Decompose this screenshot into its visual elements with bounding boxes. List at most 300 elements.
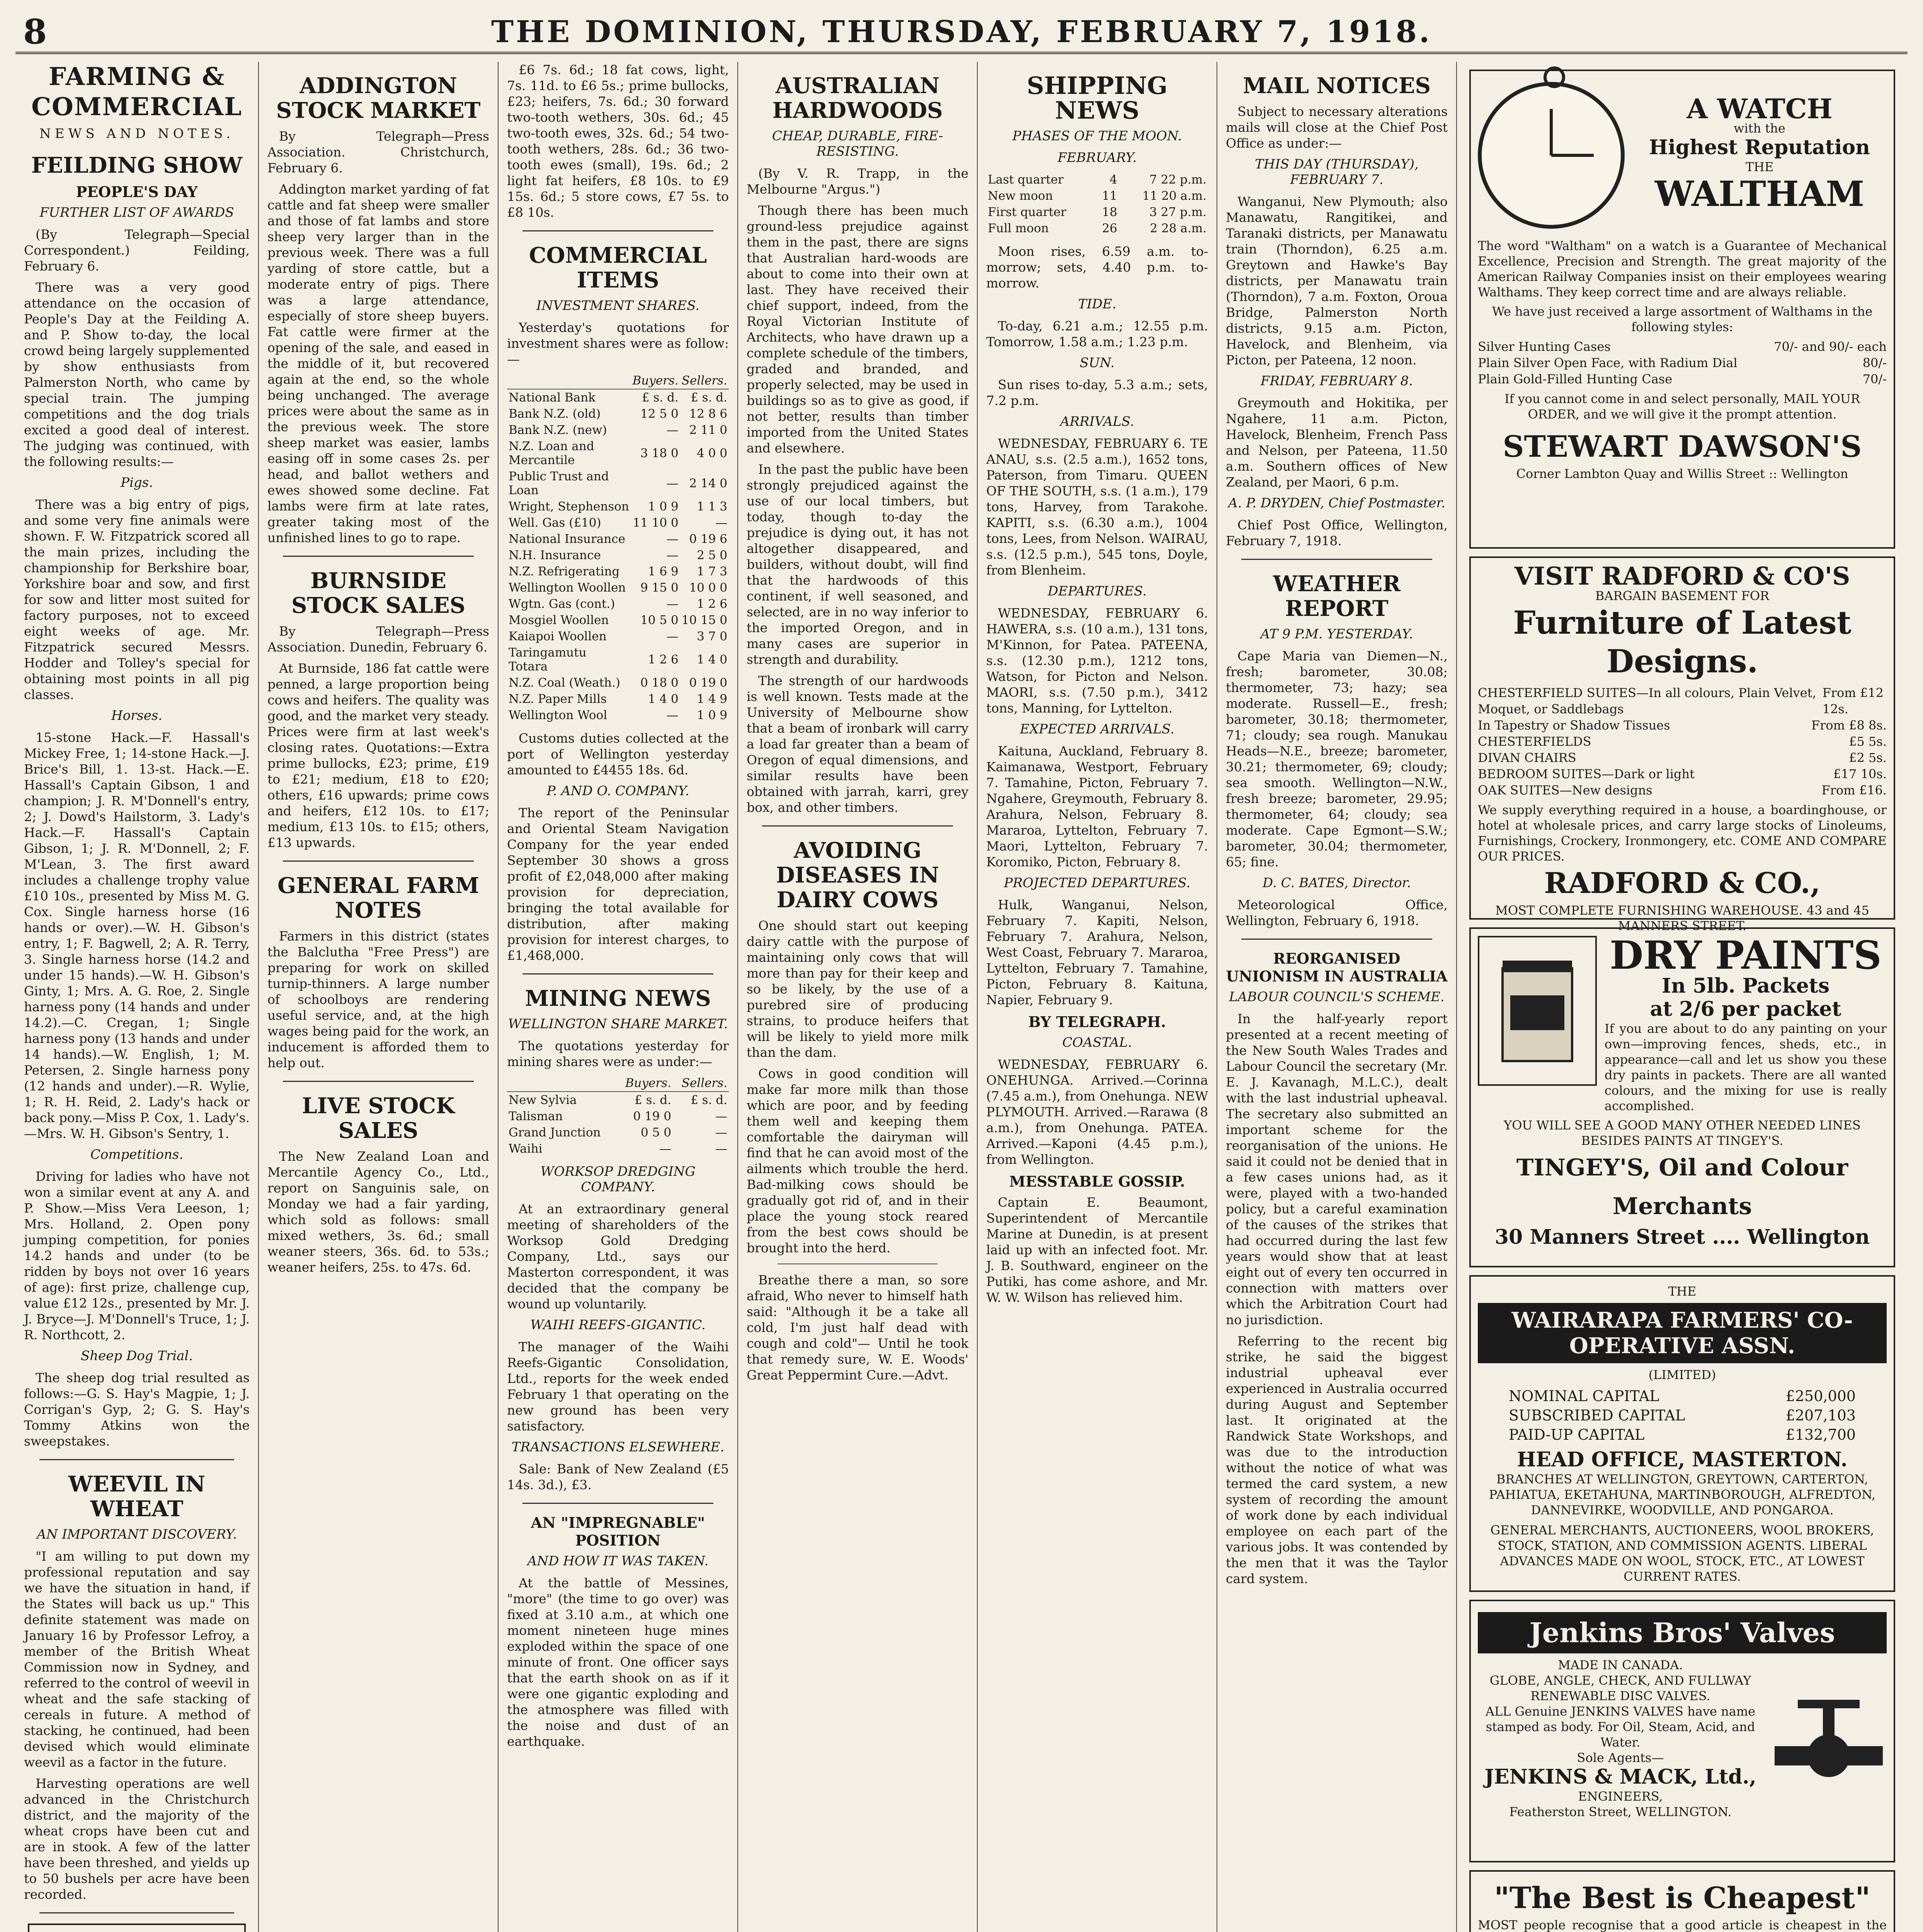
paragraph: Customs duties collected at the port of Wellington yesterday amounted to £4455 18s. 6d.	[507, 731, 729, 777]
table-cell: Wgtn. Gas (cont.)	[509, 597, 615, 611]
table-row	[507, 645, 729, 675]
table-cell: 9 15 0	[640, 581, 679, 595]
article-subtitle: AT 9 P.M. YESTERDAY.	[1260, 626, 1413, 642]
wairarapa-farmers-ad	[1469, 1275, 1895, 1592]
ad-text: BARGAIN BASEMENT FOR	[1595, 588, 1770, 603]
table-cell: 3 27 p.m.	[1149, 205, 1207, 219]
table-cell: Grand Junction	[509, 1126, 601, 1139]
table-cell: —	[715, 1126, 727, 1139]
newspaper-title: THE DOMINION, THURSDAY, FEBRUARY 7, 1918.	[491, 14, 1432, 49]
paragraph: Kaituna, Auckland, February 8. Kaimanawa, Westport, February 7. Tamahine, Picton, February 7. Ngahere, Greymouth, February 8. Arahura, Nelson, February 8. Mararoa, Lyttelton, February 7. Maori, Lyttelton, February 7. Koromiko, Picton, February 8.	[986, 743, 1208, 869]
column-header	[507, 1075, 616, 1092]
ad-text: THE	[1668, 1284, 1697, 1299]
table-cell: —	[715, 1109, 727, 1123]
table-cell: —	[659, 1142, 671, 1156]
item-name: PAID-UP CAPITAL	[1509, 1426, 1645, 1443]
ad-address: MOST COMPLETE FURNISHING WAREHOUSE. 43 and 45 MANNERS STREET.	[1495, 903, 1869, 933]
divider	[522, 1503, 713, 1504]
table-cell: N.Z. Loan and Mercantile	[509, 439, 594, 467]
table-row	[507, 1124, 729, 1141]
paragraph: In the half-yearly report presented at a recent meeting of the New South Wales Trades and Labour Council the secretary (Mr. E. J. Kavanagh, M.L.C.), dealt with the last industrial upheaval. The secretary also submitted an important scheme for the reorganisation of the unions. He said it could not be denied that in a few cases unions had, as it were, played with a two-handed policy, but a careful examination of the causes of the strikes that had occurred during the last few years would show that at least eight out of every ten occurred in connection with matters over which the Arbitration Court had no jurisdiction.	[1226, 1011, 1448, 1327]
list-item	[1478, 685, 1887, 717]
table-cell: 4 0 0	[697, 446, 727, 460]
list-item	[1478, 782, 1887, 798]
table-cell: 1 2 6	[697, 597, 727, 611]
table-cell: 1 0 9	[648, 500, 679, 514]
table-cell: 3 18 0	[640, 446, 679, 460]
article-subtitle: LABOUR COUNCIL'S SCHEME.	[1229, 989, 1445, 1005]
table-cell: New Sylvia	[509, 1093, 577, 1107]
table-row	[507, 389, 729, 406]
item-value: £132,700	[1785, 1426, 1856, 1443]
paragraph: Meteorological Office, Wellington, February 6, 1918.	[1226, 897, 1448, 928]
ad-text: In 5lb. Packets	[1661, 974, 1830, 998]
paragraph: There was a big entry of pigs, and some very fine animals were shown. F. W. Fitzpatrick scored all the main prizes, including the championship for Berkshire boar, Yorkshire boar and sow, and first for sow and litter most suited for factory purposes, not to exceed eight weeks of age. Mr. Fitzpatrick secured Messrs. Hodder and Tolley's special for obtaining most points in all pig classes.	[24, 497, 250, 702]
section-header: FARMING & COMMERCIAL	[31, 62, 242, 121]
section-heading: TRANSACTIONS ELSEWHERE.	[511, 1439, 725, 1455]
article-title-weevil: WEEVIL IN WHEAT	[68, 1471, 206, 1522]
article-title-impregnable: AN "IMPREGNABLE" POSITION	[531, 1514, 705, 1549]
divider	[283, 861, 474, 862]
list-item	[1509, 1406, 1856, 1425]
paragraph: The New Zealand Loan and Mercantile Agency Co., Ltd., report on Sanguinis sale, on Monday we had a fair yarding, which sold as follows: small mixed wethers, 3s. 6d.; small weaner steers, 36s. 6d. to 53s.; weaner heifers, 25s. to 47s. 6d.	[267, 1149, 489, 1275]
jenkins-valves-ad	[1469, 1600, 1895, 1862]
ad-headline: WAIRARAPA FARMERS' CO-OPERATIVE ASSN.	[1478, 1303, 1887, 1363]
ad-brand: STEWART DAWSON'S	[1503, 429, 1862, 464]
item-name: In Tapestry or Shadow Tissues	[1478, 718, 1670, 733]
article-subtitle: AND HOW IT WAS TAKEN.	[527, 1553, 709, 1569]
campbell-groceries-ad	[1469, 1870, 1895, 1932]
valve-icon	[1771, 1692, 1887, 1785]
item-value: £5 5s.	[1849, 734, 1887, 749]
table-row	[986, 188, 1208, 204]
section-heading: MESSTABLE GOSSIP.	[1009, 1173, 1185, 1190]
radford-furniture-ad	[1469, 556, 1895, 933]
paragraph: Greymouth and Hokitika, per Ngahere, 11 a.m. Picton, Havelock, Blenheim, French Pass and Nelson, per Pateena, 11.50 a.m. Southern offices of New Zealand, per Maori, 6 p.m.	[1226, 395, 1448, 490]
item-name: CHESTERFIELD SUITES—In all colours, Plain Velvet, Moquet, or Saddlebags	[1478, 685, 1816, 716]
ad-headline: Furniture of Latest Designs.	[1513, 604, 1852, 680]
moon-phases-table	[986, 172, 1208, 236]
table-cell: Public Trust and Loan	[509, 469, 609, 497]
ad-text: If you cannot come in and select personally, MAIL YOUR ORDER, and we will give it the prompt attention.	[1504, 391, 1860, 422]
divider	[1241, 559, 1432, 560]
divider	[522, 973, 713, 975]
table-cell: Taringamutu Totara	[509, 646, 587, 673]
column-3	[499, 62, 738, 1932]
table-row	[507, 1092, 729, 1108]
article-subtitle: AN IMPORTANT DISCOVERY.	[37, 1527, 237, 1542]
column-5	[978, 62, 1217, 1932]
item-value: £2 5s.	[1849, 750, 1887, 765]
byline: By Telegraph—Press Association. Dunedin, February 6.	[267, 624, 489, 655]
item-value: £250,000	[1785, 1388, 1856, 1405]
table-cell: 12 5 0	[640, 407, 679, 421]
ad-address: Corner Lambton Quay and Willis Street :: Wellington	[1516, 466, 1848, 481]
paragraph: The report of the Peninsular and Oriental Steam Navigation Company for the year ended September 30 shows a gross profit of £2,048,000 after making provision for depreciation, bringing the total available for distribution, after making provision for interest charges, to £1,468,000.	[507, 805, 729, 963]
column-header: Sellers.	[673, 1075, 729, 1092]
table-cell: 1 2 6	[648, 653, 679, 667]
ad-text: THE	[1745, 160, 1774, 174]
ad-text: ENGINEERS,	[1578, 1789, 1663, 1804]
table-cell: 1 1 3	[697, 500, 727, 514]
column-header: Buyers.	[631, 372, 680, 389]
ad-text: GENERAL MERCHANTS, AUCTIONEERS, WOOL BROKERS, STOCK, STATION, AND COMMISSION AGENTS. LIBERAL ADVANCES MADE ON WOOL, STOCK, ETC., AT LOWEST CURRENT RATES.	[1490, 1523, 1874, 1584]
table-cell: 3 7 0	[697, 629, 727, 643]
section-heading: WAIHI REEFS-GIGANTIC.	[530, 1317, 706, 1333]
paragraph: The manager of the Waihi Reefs-Gigantic Consolidation, Ltd., reports for the week ended February 1 that operating on the new ground has been very satisfactory.	[507, 1339, 729, 1434]
table-cell: National Insurance	[509, 532, 625, 546]
column-header: Buyers.	[616, 1075, 673, 1092]
ad-headline: DRY PAINTS	[1610, 932, 1882, 978]
paragraph: Cape Maria van Diemen—N., fresh; barometer, 30.08; thermometer, 73; hazy; sea moderate. Russell—E., fresh; barometer, 30.18; thermometer, 71; cloudy; sea rough. Manukau Heads—N.E., breeze; barometer, 30.21; thermometer, 69; cloudy; sea smooth. Wellington—N.W., fresh breeze; barometer, 29.95; thermometer, 64; cloudy; sea moderate. Cape Egmont—S.W.; barometer, 30.04; thermometer, 65; fine.	[1226, 648, 1448, 869]
table-cell: 2 28 a.m.	[1150, 221, 1207, 235]
paragraph: 15-stone Hack.—F. Hassall's Mickey Free, 1; 14-stone Hack.—J. Brice's Bill, 1. 13-st. Hack.—E. Hassall's Captain Gibson, 1 and champion; J. R. M'Donnell's entry, 2; J. Dowd's Hailstorm, 3. Lady's Hack.—F. Hassall's Captain Gibson, 1; J. R. M'Donnell, 2; F. M'Lean, 3. The first award includes a challenge trophy value £10 10s., presented by Miss M. G. Cox. Single harness horse (16 hands or over).—W. H. Gibson's entry, 1; F. Bagwell, 2; A. R. Terry, 3. Single harness horse (14.2 and under 15 hands).—W. H. Gibson's Ginty, 1; Mrs. A. G. Roe, 2. Single harness pony (14 hands and under 14.2).—C. Cregan, 1; Single harness pony (13 hands and under 14 hands).—W. English, 1; M. Petersen, 2. Single harness pony (12 hands and under).—R. Wylie, 1; R. H. Reid, 2. Lady's hack or back pony.—Miss P. Cox, 1. Lady's.—Mrs. W. H. Gibson's Sentry, 1.	[24, 730, 250, 1141]
divider	[39, 1459, 234, 1460]
article-subtitle: FURTHER LIST OF AWARDS	[39, 205, 234, 220]
paragraph: WEDNESDAY, FEBRUARY 6. TE ANAU, s.s. (2.5 a.m.), 1652 tons, Paterson, from Timaru. QUEEN OF THE SOUTH, s.s. (1 a.m.), 179 tons, Harvey, from Tarakohe. KAPITI, s.s. (6.30 a.m.), 1004 tons, Lees, from Nelson. WAIRAU, s.s. (12.5 p.m.), 545 tons, Doyle, from Blenheim.	[986, 436, 1208, 578]
article-title-addington: ADDINGTON STOCK MARKET	[276, 73, 481, 123]
table-row	[507, 422, 729, 438]
paragraph: There was a very good attendance on the occasion of People's Day at the Feilding A. and P. Show to-day, the local crowd being largely supplemented by show enthusiasts from Palmerston North, who came by special train. The jumping competitions and the dog trials excited a good deal of interest. The judging was continued, with the following results:—	[24, 280, 250, 469]
item-name: OAK SUITES—New designs	[1478, 783, 1652, 798]
table-cell: —	[666, 597, 679, 611]
table-cell: First quarter	[988, 205, 1067, 219]
section-heading: Horses.	[111, 708, 163, 723]
signature: D. C. BATES, Director.	[1263, 875, 1411, 891]
table-cell: Wellington Wool	[509, 708, 608, 722]
column-2	[259, 62, 499, 1932]
article-title-shipping: SHIPPING NEWS	[1026, 71, 1168, 124]
table-cell: —	[666, 708, 679, 722]
capital-list	[1478, 1386, 1887, 1444]
newspaper-page	[15, 12, 1908, 1932]
tingey-paints-ad	[1469, 927, 1895, 1267]
table-cell: Wellington Woollen	[509, 581, 626, 595]
list-item	[1509, 1425, 1856, 1444]
paragraph: Wanganui, New Plymouth; also Manawatu, Rangitikei, and Taranaki districts, per Manawatu train (Thorndon), 6.25 a.m. Greytown and Hawke's Bay districts, per Manawatu train (Thorndon), 7 a.m. Foxton, Oroua Bridge, Palmerston North districts, 9.15 a.m. Picton, Havelock, and Blenheim, via Picton, per Pateena, 12 noon.	[1226, 194, 1448, 367]
divider	[522, 230, 713, 231]
divider	[283, 556, 474, 557]
table-row	[507, 691, 729, 707]
paragraph: One should start out keeping dairy cattle with the purpose of maintaining only cows that will more than pay for their keep and so be likely, by the use of a purebred sire of producing strains, to produce heifers that will be likely to yield more milk than the dam.	[747, 918, 968, 1060]
paragraph: Hulk, Wanganui, Nelson, February 7. Kapiti, Nelson, February 7. Arahura, Nelson, West Coast, February 7. Mararoa, Lyttelton, February 7. Tamahine, Picton, February 8. Kaituna, Napier, February 9.	[986, 897, 1208, 1007]
item-value: £17 10s.	[1833, 767, 1887, 781]
table-cell: Bank N.Z. (old)	[509, 407, 601, 421]
table-cell: £ s. d.	[635, 1093, 671, 1107]
article-subtitle: PEOPLE'S DAY	[76, 183, 198, 201]
item-name: Plain Gold-Filled Hunting Case	[1478, 372, 1673, 386]
table-cell: 0 19 6	[689, 532, 727, 546]
table-row	[507, 563, 729, 580]
section-heading: EXPECTED ARRIVALS.	[1020, 721, 1174, 737]
ad-text: YOU WILL SEE A GOOD MANY OTHER NEEDED LINES BESIDES PAINTS AT TINGEY'S.	[1504, 1118, 1861, 1148]
ad-text: Sole Agents—	[1577, 1750, 1664, 1765]
ad-headline: Jenkins Bros' Valves	[1478, 1612, 1887, 1653]
section-heading: Pigs.	[121, 475, 153, 490]
item-name: BEDROOM SUITES—Dark or light	[1478, 767, 1695, 781]
table-cell: £ s. d.	[642, 391, 679, 405]
ad-text: The word "Waltham" on a watch is a Guarantee of Mechanical Excellence, Precision and Strength. The great majority of the American Railway Companies insist on their employees wearing Walthams. They keep correct time and are always reliable.	[1478, 238, 1887, 299]
item-value: 80/-	[1862, 355, 1887, 370]
waltham-watch-ad	[1469, 70, 1895, 549]
table-cell: 2 11 0	[689, 423, 727, 437]
item-name: Plain Silver Open Face, with Radium Dial	[1478, 355, 1738, 370]
paragraph: WEDNESDAY, FEBRUARY 6. HAWERA, s.s. (10 a.m.), 131 tons, M'Kinnon, for Patea. PATEENA, s.s. (12.30 p.m.), 1212 tons, Watson, for Picton and Nelson. MAORI, s.s. (7.50 p.m.), 3412 tons, Manning, for Lyttelton.	[986, 605, 1208, 716]
byline: (By V. R. Trapp, in the Melbourne "Argus.")	[747, 166, 968, 197]
paragraph: Captain E. Beaumont, Superintendent of Mercantile Marine at Dunedin, is at present laid up with an infected foot. Mr. J. B. Southward, engineer on the Putiki, has come ashore, and Mr. W. W. Wilson has relieved him.	[986, 1195, 1208, 1305]
table-cell: 10 15 0	[681, 613, 727, 627]
table-cell: 0 19 0	[689, 676, 727, 690]
table-cell: Bank N.Z. (new)	[509, 423, 607, 437]
table-cell: £ s. d.	[691, 391, 727, 405]
article-subtitle: WELLINGTON SHARE MARKET.	[508, 1016, 728, 1032]
mining-table	[507, 1075, 729, 1157]
divider	[39, 1912, 234, 1913]
item-name: Silver Hunting Cases	[1478, 339, 1611, 354]
table-cell: National Bank	[509, 391, 596, 405]
byline: (By Telegraph—Special Correspondent.) Feilding, February 6.	[24, 227, 250, 274]
table-row	[507, 580, 729, 596]
item-name: NOMINAL CAPITAL	[1509, 1388, 1659, 1405]
table-row	[507, 468, 729, 498]
table-cell: Mosgiel Woollen	[509, 613, 609, 627]
section-heading: Competitions.	[90, 1147, 184, 1162]
table-cell: 11 20 a.m.	[1142, 189, 1207, 203]
paragraph: Addington market yarding of fat cattle and fat sheep were smaller and those of fat lambs and store sheep very larger than in the previous week. There was a full yarding of store cattle, but a moderate entry of pigs. There was a large attendance, especially of store sheep buyers. Fat cattle were firmer at the opening of the sale, and eased in the middle of it, but recovered again at the end, so the whole being unchanged. The average prices were about the same as in the previous week. The store sheep market was easier, lambs easing off in some cases 2s. per head, and ballot wethers and ewes showed some decline. Fat lambs were firm at late rates, greater taking most of the unfinished lines to go to rape.	[267, 182, 489, 545]
article-title-feilding: FEILDING SHOW	[31, 153, 243, 178]
table-cell: Well. Gas (£10)	[509, 516, 601, 530]
table-row	[507, 612, 729, 628]
table-cell: 1 6 9	[648, 565, 679, 578]
paragraph: Moon rises, 6.59 a.m. to-morrow; sets, 4.40 p.m. to-morrow.	[986, 244, 1208, 291]
ad-text: If you are about to do any painting on your own—improving fences, sheds, etc., in appearance—call and let us show you these dry paints in packets. There are all wanted colours, and the mixing for use is really accomplished.	[1605, 1021, 1887, 1113]
paragraph: The sheep dog trial resulted as follows:—G. S. Hay's Magpie, 1; J. Corrigan's Gyp, 2; G. S. Hay's Tommy Atkins won the sweepstakes.	[24, 1370, 250, 1449]
section-heading: SUN.	[1079, 355, 1115, 371]
item-name: DIVAN CHAIRS	[1478, 750, 1576, 765]
table-row	[507, 1108, 729, 1124]
paragraph: At the battle of Messines, "more" (the time to go over) was fixed at 3.10 a.m., at which one moment nineteen huge mines exploded within the space of one minute of front. One officer says that the earth shook on as if it were one gigantic exploding and the atmosphere was filled with the noise and dust of an earthquake.	[507, 1575, 729, 1749]
ad-brand: WALTHAM	[1654, 173, 1865, 214]
section-heading: ARRIVALS.	[1060, 414, 1134, 429]
paragraph: £6 7s. 6d.; 18 fat cows, light, 7s. 11d. to £6 5s.; prime bullocks, £23; heifers, 7s. 6d.; 30 forward two-tooth wethers, 30s. 6d.; 45 two-tooth ewes, 32s. 6d.; 54 two-tooth wethers, 28s. 6d.; 36 two-tooth ewes (small), 19s. 6d.; 2 light fat heifers, £8 10s. to £9 15s. 6d.; 5 store cows, £7 5s. to £8 10s.	[507, 62, 729, 220]
table-cell: 1 7 3	[697, 565, 727, 578]
column-4	[738, 62, 978, 1932]
table-cell: 11 10 0	[633, 516, 679, 530]
table-cell: 10 5 0	[640, 613, 679, 627]
table-cell: —	[666, 629, 679, 643]
article-title-burnside: BURNSIDE STOCK SALES	[291, 568, 466, 618]
table-cell: 10 0 0	[689, 581, 727, 595]
section-subheader: NEWS AND NOTES.	[39, 126, 234, 141]
table-header-row	[507, 1075, 729, 1092]
paragraph: Referring to the recent big strike, he said the biggest industrial upheaval ever experienced in Australia occurred during August and September last. It originated at the Randwick State Workshops, and was due to the introduction without the notice of what was termed the card system, a new system of recording the amount of work done by each individual employee on each part of the various jobs. It was contended by the men that it was the Taylor card system.	[1226, 1333, 1448, 1586]
section-heading: PHASES OF THE MOON.	[1012, 128, 1182, 144]
item-name: SUBSCRIBED CAPITAL	[1509, 1407, 1685, 1424]
table-row	[507, 596, 729, 612]
table-cell: 26	[1102, 221, 1117, 235]
table-cell: —	[666, 532, 679, 546]
paragraph: Sun rises to-day, 5.3 a.m.; sets, 7.2 p.m.	[986, 377, 1208, 408]
advertisement-verse: Breathe there a man, so sore afraid, Who never to himself hath said: "Although it be a take all cold, I'm just half dead with cough and cold"— Until he took that remedy sure, W. E. Woods' Great Peppermint Cure.—Advt.	[747, 1272, 968, 1383]
section-heading: FRIDAY, FEBRUARY 8.	[1260, 373, 1413, 389]
divider	[283, 1081, 474, 1082]
column-header	[507, 372, 631, 389]
ad-text: (LIMITED)	[1648, 1367, 1716, 1382]
table-row	[507, 628, 729, 645]
table-row	[507, 406, 729, 422]
table-cell: 0 18 0	[640, 676, 679, 690]
table-cell: 1 4 0	[648, 692, 679, 706]
article-title-mail: MAIL NOTICES	[1242, 73, 1431, 99]
paragraph: Harvesting operations are well advanced in the Christchurch district, and the majority of the wheat crops have been cut and are in stook. A few of the latter have been threshed, and yields up to 50 bushels per acre have been recorded.	[24, 1776, 250, 1902]
section-heading: WORKSOP DREDGING COMPANY.	[540, 1164, 696, 1195]
divider	[1241, 939, 1432, 940]
columns	[15, 62, 1908, 1932]
item-value: From £8 8s.	[1811, 718, 1887, 733]
paragraph: The strength of our hardwoods is well known. Tests made at the University of Melbourne show that a beam of ironbark will carry a load far greater than a beam of Oregon of equal dimensions, and similar results have been obtained with jarrah, karri, grey box, and other timbers.	[747, 673, 968, 815]
furniture-price-list	[1478, 685, 1887, 798]
table-cell: 7 22 p.m.	[1149, 173, 1207, 187]
table-cell: N.Z. Paper Mills	[509, 692, 607, 706]
section-heading: P. AND O. COMPANY.	[546, 783, 689, 799]
ad-address: Featherston Street, WELLINGTON.	[1509, 1804, 1732, 1819]
table-row	[507, 531, 729, 547]
ad-text: BRANCHES AT WELLINGTON, GREYTOWN, CARTERTON, PAHIATUA, EKETAHUNA, MARTINBOROUGH, ALFREDTON, DANNEVIRKE, WOODVILLE, AND PONGAROA.	[1489, 1472, 1876, 1517]
ad-text: MOST people recognise that a good article is cheapest in the	[1478, 1918, 1887, 1932]
table-cell: 1 4 9	[697, 692, 727, 706]
table-cell: 4	[1110, 173, 1117, 187]
section-heading: BY TELEGRAPH.	[1028, 1013, 1166, 1031]
paint-tin-icon	[1478, 936, 1597, 1086]
table-cell: Kaiapoi Woollen	[509, 629, 607, 643]
ad-brand: TINGEY'S, Oil and Colour Merchants	[1516, 1154, 1848, 1220]
paragraph: Farmers in this district (states the Balclutha "Free Press") are preparing for work on skilled turnip-thinners. A large number of schoolboys are rendering useful service, and, at the high wages being paid for the work, an inducement is afforded them to help out.	[267, 929, 489, 1070]
section-heading: TIDE.	[1078, 296, 1116, 312]
paragraph: To-day, 6.21 a.m.; 12.55 p.m. Tomorrow, 1.58 a.m.; 1.23 p.m.	[986, 318, 1208, 349]
table-cell: 0 19 0	[633, 1109, 671, 1123]
item-value: From £12 12s.	[1822, 685, 1884, 716]
table-cell: Wright, Stephenson	[509, 500, 629, 514]
list-item	[1478, 766, 1887, 782]
article-title-commercial: COMMERCIAL ITEMS	[529, 243, 707, 293]
item-name: CHESTERFIELDS	[1478, 734, 1591, 749]
table-cell: —	[715, 516, 727, 530]
ad-address: 30 Manners Street .... Wellington	[1494, 1225, 1870, 1249]
ad-headline: Highest Reputation	[1649, 136, 1870, 159]
table-cell: 1 0 9	[697, 708, 727, 722]
paragraph: At an extraordinary general meeting of shareholders of the Worksop Gold Dredging Company, Ltd., says our Masterton correspondent, it was decided that the company be wound up voluntarily.	[507, 1201, 729, 1311]
table-cell: N.Z. Coal (Weath.)	[509, 676, 620, 690]
paragraph: Sale: Bank of New Zealand (£5 14s. 3d.), £3.	[507, 1461, 729, 1492]
paragraph: Driving for ladies who have not won a similar event at any A. and P. Show.—Miss Vera Leeson, 1; Mrs. Holland, 2. Open pony jumping competition, for ponies 14.2 hands and under (to be ridden by boys not over 16 years of age): first prize, challenge cup, value £12 12s., presented by Mr. J. J. Bryce—J. M'Donnell's Truce, 1; J. R. Northcott, 2.	[24, 1169, 250, 1342]
table-cell: 18	[1102, 205, 1117, 219]
paragraph: WEDNESDAY, FEBRUARY 6. ONEHUNGA. Arrived.—Corinna (7.45 a.m.), from Onehunga. NEW PLYMOUTH. Arrived.—Rarawa (8 a.m.), from Onehunga. PATEA. Arrived.—Kaponi (4.45 p.m.), from Wellington.	[986, 1057, 1208, 1167]
paragraph: "I am willing to put down my professional reputation and say we have the situation in hand, if the States will back us up." This definite statement was made on January 16 by Professor Lefroy, a member of the British Wheat Commission now in Sydney, and referred to the control of weevil in wheat and the safe stacking of cereals in future. A method of stacking, he continued, had been devised which would eliminate weevil as a factor in the future.	[24, 1549, 250, 1770]
article-title-live-stock: LIVE STOCK SALES	[302, 1093, 455, 1143]
paragraph: Subject to necessary alterations mails will close at the Chief Post Office as under:—	[1226, 104, 1448, 151]
ad-brand: RADFORD & CO.,	[1544, 867, 1821, 900]
paragraph: Though there has been much ground-less prejudice against them in the past, there are signs that Australian hard-woods are about to come into their own at last. They have received their chief support, indeed, from the Royal Victorian Institute of Architects, who have drawn up a complete schedule of the timbers, graded and branded, and properly selected, may be used in buildings so as to give as good, if not better, results than timber imported from the United States and elsewhere.	[747, 203, 968, 456]
table-cell: Talisman	[509, 1109, 563, 1123]
ad-title: A WATCH	[1686, 93, 1833, 125]
article-title-hardwoods: AUSTRALIAN HARDWOODS	[772, 73, 943, 123]
list-item	[1478, 733, 1887, 750]
ad-text: at 2/6 per packet	[1650, 997, 1841, 1021]
ad-text: We supply everything required in a house, a boardinghouse, or hotel at wholesale prices, and carry large stocks of Linoleums, Furnishings, Crockery, Ironmongery, etc. COME AND COMPARE OUR PRICES.	[1478, 803, 1887, 864]
signature: A. P. DRYDEN, Chief Postmaster.	[1228, 495, 1445, 511]
table-cell: New moon	[988, 189, 1053, 203]
article-subtitle: INVESTMENT SHARES.	[536, 298, 700, 313]
table-row	[507, 515, 729, 531]
paragraph: At Burnside, 186 fat cattle were penned, a large proportion being cows and heifers. The quality was good, and the market very steady. Prices were firm at last week's closing rates. Quotations:—Extra prime bullocks, £23; prime, £19 to £21; medium, £18 to £20; others, £16 upwards; prime cows and heifers, £12 10s. to £17; medium, £13 10s. to £15; others, £13 upwards.	[267, 661, 489, 850]
item-value: 70/- and 90/- each	[1774, 339, 1887, 354]
section-heading: Sheep Dog Trial.	[80, 1348, 193, 1364]
article-title-dairy: AVOIDING DISEASES IN DAIRY COWS	[776, 838, 939, 913]
table-row	[986, 220, 1208, 236]
section-heading: PROJECTED DEPARTURES.	[1004, 875, 1191, 891]
paragraph: Yesterday's quotations for investment shares were as follow:—	[507, 320, 729, 367]
table-cell: Last quarter	[988, 173, 1064, 187]
section-heading: THIS DAY (THURSDAY), FEBRUARY 7.	[1255, 156, 1419, 187]
ad-text: HEAD OFFICE, MASTERTON.	[1517, 1448, 1848, 1471]
section-heading: DEPARTURES.	[1047, 583, 1147, 599]
table-cell: £ s. d.	[691, 1093, 727, 1107]
shares-table	[507, 372, 729, 723]
table-cell: —	[666, 476, 679, 490]
list-item	[1478, 371, 1887, 387]
table-cell: —	[666, 423, 679, 437]
column-6	[1217, 62, 1457, 1932]
table-cell: 0 5 0	[641, 1126, 671, 1139]
table-row	[507, 1141, 729, 1157]
article-subtitle: CHEAP, DURABLE, FIRE-RESISTING.	[772, 128, 943, 159]
item-value: £207,103	[1785, 1407, 1856, 1424]
table-row	[507, 707, 729, 723]
table-cell: 1 4 0	[697, 653, 727, 667]
table-row	[986, 172, 1208, 188]
table-cell: —	[666, 548, 679, 562]
article-title-mining: MINING NEWS	[525, 986, 711, 1011]
list-item	[1478, 355, 1887, 371]
table-row	[507, 498, 729, 515]
column-header: Sellers.	[680, 372, 729, 389]
list-item	[1509, 1386, 1856, 1406]
section-heading: FEBRUARY.	[1057, 150, 1137, 165]
table-cell: 11	[1102, 189, 1117, 203]
table-header-row	[507, 372, 729, 389]
ad-text: GLOBE, ANGLE, CHECK, AND FULLWAY RENEWABLE DISC VALVES.	[1489, 1673, 1751, 1703]
paragraph: In the past the public have been strongly prejudiced against the use of our local timbers, but today, though to-day the prejudice is dying out, it has not altogether disappeared, and builders, without doubt, will find that the hardwoods of this continent, if well seasoned, and selected, are in no way inferior to the imported Oregon, and in many cases are superior in strength and durability.	[747, 462, 968, 667]
ad-title: VISIT RADFORD & CO'S	[1514, 562, 1850, 591]
table-cell: N.H. Insurance	[509, 548, 601, 562]
ad-text: We have just received a large assortment of Walthams in the following styles:	[1492, 304, 1873, 334]
table-row	[507, 675, 729, 691]
table-cell: Waihi	[509, 1142, 543, 1156]
table-row	[986, 204, 1208, 220]
page-number: 8	[23, 12, 47, 52]
article-title-farm-notes: GENERAL FARM NOTES	[277, 873, 479, 923]
divider	[762, 825, 953, 827]
table-row	[507, 438, 729, 468]
table-row	[507, 547, 729, 563]
masthead	[15, 12, 1908, 54]
table-cell: Full moon	[988, 221, 1049, 235]
column-1	[15, 62, 259, 1932]
table-cell: N.Z. Refrigerating	[509, 565, 620, 578]
list-item	[1478, 750, 1887, 766]
watch-price-list	[1478, 338, 1887, 387]
table-cell: 12 8 6	[689, 407, 727, 421]
